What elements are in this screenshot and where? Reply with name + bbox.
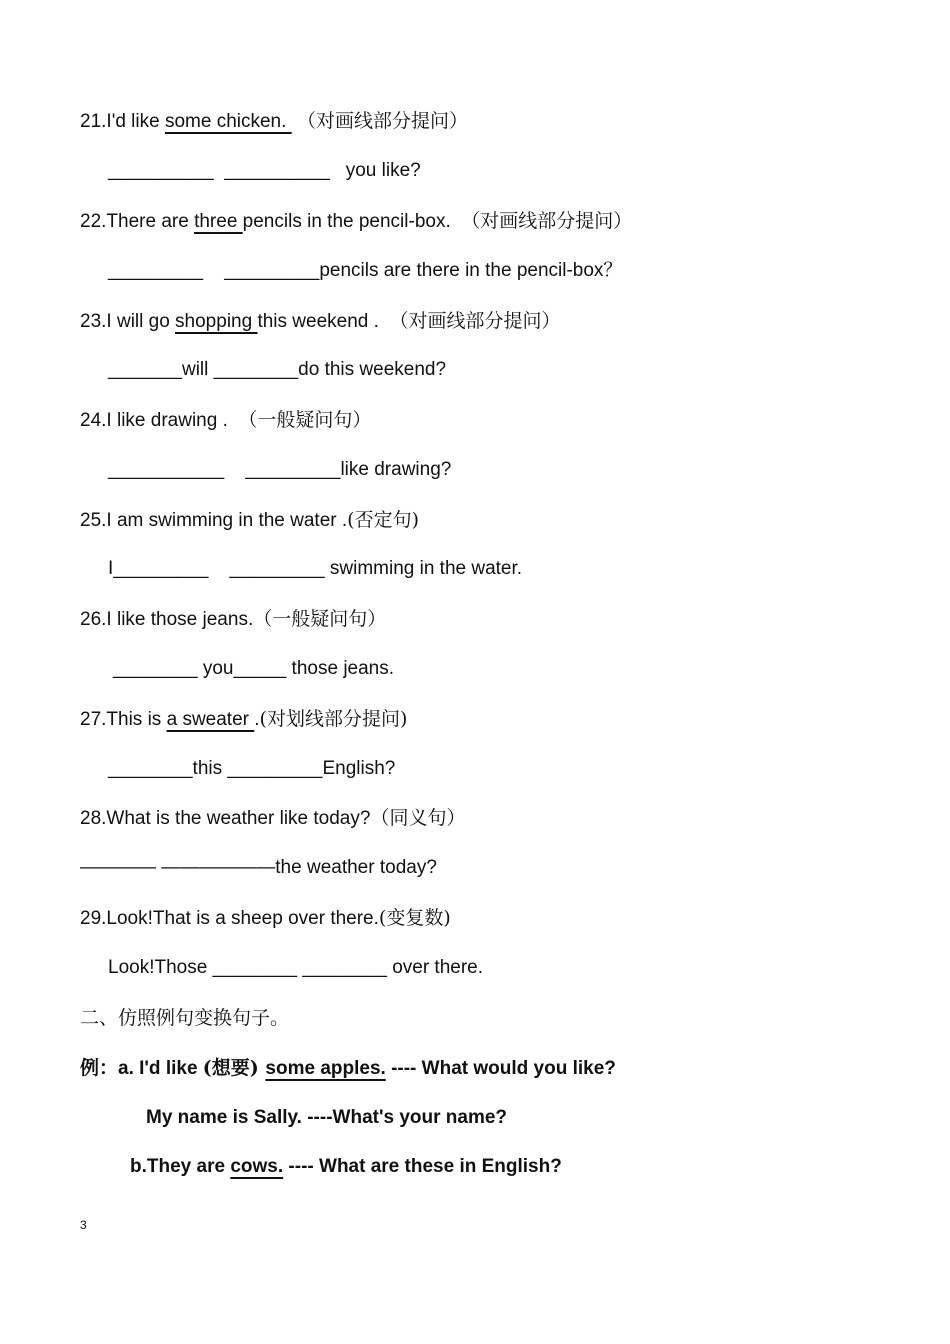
page-number: 3 [80, 1218, 87, 1232]
question-28-prompt [80, 805, 465, 832]
prompt-text: 29.Look!That is a sheep over there. [80, 908, 379, 929]
example-line-2: My name is Sally. ----What's your name? [146, 1107, 508, 1128]
example-underlined: cows. [230, 1156, 284, 1177]
underlined-part: shopping [175, 311, 258, 332]
instruction-note: （对画线部分提问） [461, 210, 633, 232]
question-21-prompt [80, 108, 468, 135]
example-text: a. I'd like [118, 1058, 203, 1079]
prompt-text: 25.I am swimming in the water . [80, 510, 348, 531]
underlined-part: some chicken. [164, 111, 292, 132]
section-title: 二、仿照例句变换句子。 [80, 1007, 290, 1029]
prompt-text-tail: pencils in the pencil-box. [242, 211, 462, 232]
question-26-prompt [80, 606, 386, 633]
example-text: b.They are [130, 1156, 231, 1177]
question-25-answer: I_________ _________ swimming in the water. [108, 558, 523, 579]
example-paren: (想要) [202, 1057, 266, 1079]
question-24-answer: ___________ _________like drawing? [108, 459, 452, 480]
example-line-3 [130, 1154, 562, 1180]
instruction-note: (变复数) [378, 907, 451, 929]
prompt-text: 27.This is [80, 709, 167, 730]
instruction-note: （对画线部分提问） [296, 110, 468, 132]
instruction-note: （同义句） [370, 807, 466, 829]
example-text-tail: ---- What would you like? [385, 1058, 616, 1079]
question-22-prompt [80, 208, 632, 235]
question-28-answer: ———— ——————the weather today? [80, 857, 437, 878]
question-27-prompt [80, 706, 407, 733]
underlined-part: three [194, 211, 243, 232]
instruction-note: (否定句) [347, 509, 419, 531]
question-23-prompt [80, 308, 561, 335]
prompt-text: 24.I like drawing . [80, 410, 239, 431]
prompt-text: 21.I'd like [80, 111, 165, 132]
instruction-note: （一般疑问句） [253, 608, 387, 630]
prompt-text: 23.I will go [80, 311, 176, 332]
question-21-answer: __________ __________ you like? [108, 160, 421, 181]
question-22-answer: _________ _________pencils are there in the pencil-box？ [108, 260, 623, 281]
example-label: 例： [80, 1057, 119, 1079]
prompt-text-tail: . [254, 709, 260, 730]
question-29-answer: Look!Those ________ ________ over there. [108, 957, 484, 978]
example-underlined: some apples. [265, 1058, 386, 1079]
question-24-prompt [80, 407, 371, 434]
prompt-text: 22.There are [80, 211, 195, 232]
question-27-answer: ________this _________English? [108, 758, 396, 779]
instruction-note: （一般疑问句） [238, 409, 372, 431]
question-23-answer: _______will ________do this weekend? [108, 359, 447, 380]
prompt-text: 28.What is the weather like today? [80, 808, 371, 829]
prompt-text-tail: this weekend . [257, 311, 390, 332]
instruction-note: (对划线部分提问) [259, 708, 408, 730]
underlined-part: a sweater [166, 709, 255, 730]
example-line-1 [80, 1055, 616, 1082]
prompt-text: 26.I like those jeans. [80, 609, 254, 630]
example-text-tail: ---- What are these in English? [283, 1156, 562, 1177]
question-29-prompt [80, 905, 451, 932]
question-25-prompt [80, 507, 419, 534]
question-26-answer: ________ you_____ those jeans. [113, 658, 395, 679]
instruction-note: （对画线部分提问） [389, 310, 561, 332]
